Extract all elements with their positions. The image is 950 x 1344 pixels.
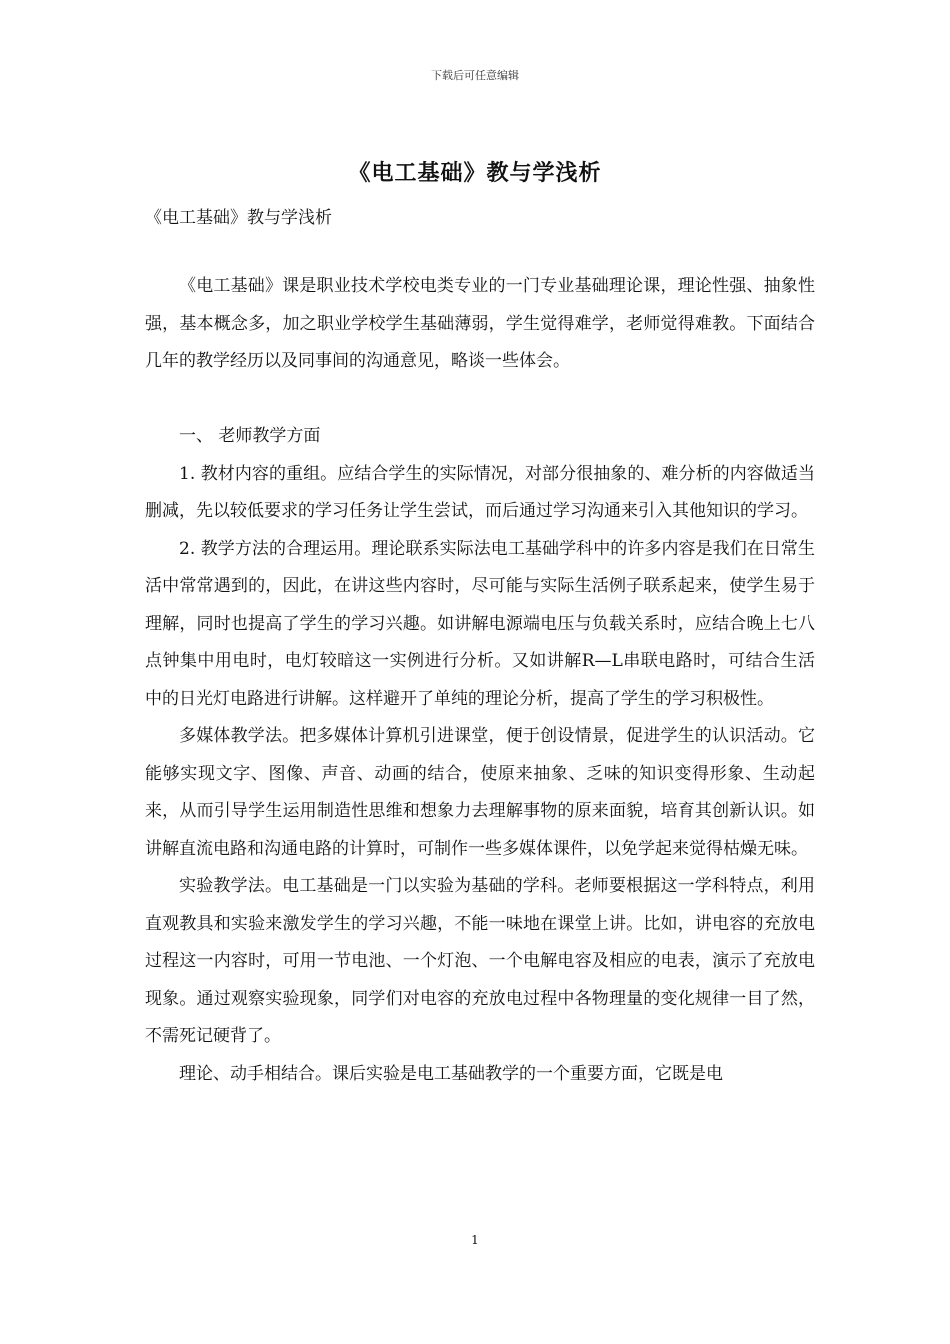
intro-block [145, 268, 815, 381]
paragraph-theory-practice: 理论、动手相结合。课后实验是电工基础教学的一个重要方面，它既是电 [179, 1063, 723, 1084]
intro-paragraph: 《电工基础》课是职业技术学校电类专业的一门专业基础理论课，理论性强、抽象性强，基本概念多，加之职业学校学生基础薄弱，学生觉得难学，老师觉得难教。下面结合几年的教学经历以及同事间的沟通意见，略谈一些体会。 [145, 276, 815, 371]
paragraph-experiment: 实验教学法。电工基础是一门以实验为基础的学科。老师要根据这一学科特点，利用直观教具和实验来激发学生的学习兴趣，不能一味地在课堂上讲。比如，讲电容的充放电过程这一内容时，可用一节电池、一个灯泡、一个电解电容及相应的电表，演示了充放电现象。通过观察实验现象，同学们对电容的充放电过程中各物理量的变化规律一目了然，不需死记硬背了。 [145, 876, 815, 1046]
paragraph-content-reorganization: 1. 教材内容的重组。应结合学生的实际情况，对部分很抽象的、难分析的内容做适当删减，先以较低要求的学习任务让学生尝试，而后通过学习沟通来引入其他知识的学习。 [145, 463, 815, 521]
page-number: 1 [471, 1233, 479, 1247]
section-heading: 一、 老师教学方面 [179, 426, 321, 446]
paragraph-multimedia: 多媒体教学法。把多媒体计算机引进课堂，便于创设情景，促进学生的认识活动。它能够实现文字、图像、声音、动画的结合，使原来抽象、乏味的知识变得形象、生动起来，从而引导学生运用制造性思维和想象力去理解事物的原来面貌，培育其创新认识。如讲解直流电路和沟通电路的计算时，可制作一些多媒体课件，以免学起来觉得枯燥无味。 [145, 726, 815, 859]
document-title: 《电工基础》教与学浅析 [348, 160, 602, 186]
paragraph-teaching-methods: 2. 教学方法的合理运用。理论联系实际法电工基础学科中的许多内容是我们在日常生活中常常遇到的，因此，在讲这些内容时，尽可能与实际生活例子联系起来，使学生易于理解，同时也提高了学生的学习兴趣。如讲解电源端电压与负载关系时，应结合晚上七八点钟集中用电时，电灯较暗这一实例进行分析。又如讲解R—L串联电路时，可结合生活中的日光灯电路进行讲解。这样避开了单纯的理论分析，提高了学生的学习积极性。 [145, 538, 815, 709]
section-teaching [145, 418, 815, 1093]
document-subtitle: 《电工基础》教与学浅析 [145, 208, 332, 228]
header-note: 下载后可任意编辑 [431, 69, 519, 82]
